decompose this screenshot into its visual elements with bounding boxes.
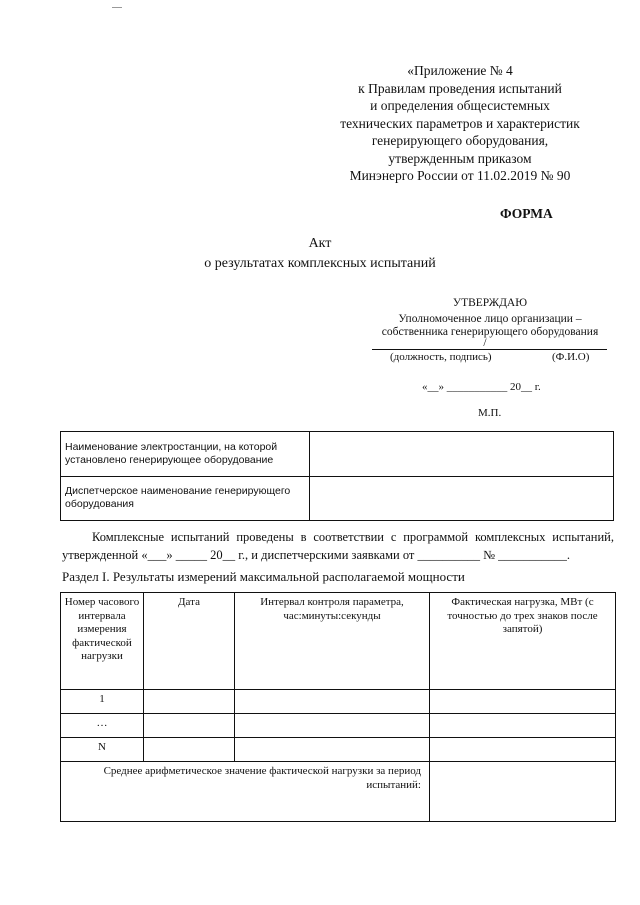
table-cell[interactable] bbox=[144, 738, 235, 762]
table-row bbox=[61, 432, 614, 477]
annex-header bbox=[330, 62, 590, 185]
form-label: ФОРМА bbox=[500, 206, 553, 221]
average-row bbox=[61, 762, 616, 822]
name-caption: (Ф.И.О) bbox=[552, 351, 590, 363]
annex-line: технических параметров и характеристик bbox=[340, 115, 580, 131]
table-cell[interactable] bbox=[430, 738, 616, 762]
equipment-name-label: Диспетчерское наименование генерирующего оборудования bbox=[61, 476, 310, 521]
table-cell[interactable] bbox=[144, 714, 235, 738]
station-name-value[interactable] bbox=[310, 432, 614, 477]
table-cell: N bbox=[61, 738, 144, 762]
table-row bbox=[61, 690, 616, 714]
tests-paragraph bbox=[62, 528, 614, 564]
table-cell[interactable] bbox=[235, 690, 430, 714]
position-caption: (должность, подпись) bbox=[390, 351, 492, 363]
approve-heading: УТВЕРЖДАЮ bbox=[452, 297, 528, 309]
annex-line: утвержденным приказом bbox=[388, 150, 532, 166]
approval-date: «__» ___________ 20__ г. bbox=[422, 381, 541, 393]
station-info-table bbox=[60, 431, 614, 521]
column-header-interval-number: Номер часового интервала измерения фактической нагрузки bbox=[61, 593, 144, 690]
table-cell[interactable] bbox=[235, 714, 430, 738]
signature-line bbox=[372, 349, 607, 350]
section-title: Раздел I. Результаты измерений максимальной располагаемой мощности bbox=[62, 569, 465, 584]
table-cell[interactable] bbox=[430, 690, 616, 714]
annex-line: Минэнерго России от 11.02.2019 № 90 bbox=[349, 168, 571, 183]
table-cell[interactable] bbox=[430, 714, 616, 738]
table-cell: 1 bbox=[61, 690, 144, 714]
table-row bbox=[61, 476, 614, 521]
signature-slash: / bbox=[483, 337, 487, 349]
document-title: Акт bbox=[308, 236, 332, 251]
table-row bbox=[61, 738, 616, 762]
annex-line: генерирующего оборудования, bbox=[371, 133, 549, 148]
column-header-date: Дата bbox=[144, 593, 235, 690]
seal-placeholder: М.П. bbox=[478, 407, 502, 419]
approver-line-1: Уполномоченное лицо организации – bbox=[398, 313, 582, 325]
annex-line: и определения общесистемных bbox=[370, 98, 550, 113]
average-label: Среднее арифметическое значение фактической нагрузки за период испытаний: bbox=[61, 762, 430, 822]
measurements-table bbox=[60, 592, 616, 822]
station-name-label: Наименование электростанции, на которой установлено генерирующее оборудование bbox=[61, 432, 310, 477]
average-value[interactable] bbox=[430, 762, 616, 822]
table-row bbox=[61, 714, 616, 738]
table-cell: … bbox=[61, 714, 144, 738]
column-header-actual-load: Фактическая нагрузка, МВт (с точностью до трех знаков после запятой) bbox=[430, 593, 616, 690]
column-header-control-interval: Интервал контроля параметра, час:минуты:секунды bbox=[235, 593, 430, 690]
tests-paragraph-text: Комплексные испытаний проведены в соответствии с программой комплексных испытаний, утвержденной «___» _____ 20__ г., и диспетчерскими заявками от __________ № ___________. bbox=[62, 530, 614, 562]
annex-line: «Приложение № 4 bbox=[407, 63, 513, 78]
table-cell[interactable] bbox=[235, 738, 430, 762]
approver-line-2: собственника генерирующего оборудования bbox=[381, 326, 599, 338]
table-cell[interactable] bbox=[144, 690, 235, 714]
table-header-row bbox=[61, 593, 616, 690]
annex-line: к Правилам проведения испытаний bbox=[358, 80, 562, 96]
scan-artifact-mark bbox=[112, 7, 122, 8]
equipment-name-value[interactable] bbox=[310, 476, 614, 521]
document-subtitle: о результатах комплексных испытаний bbox=[204, 256, 436, 271]
